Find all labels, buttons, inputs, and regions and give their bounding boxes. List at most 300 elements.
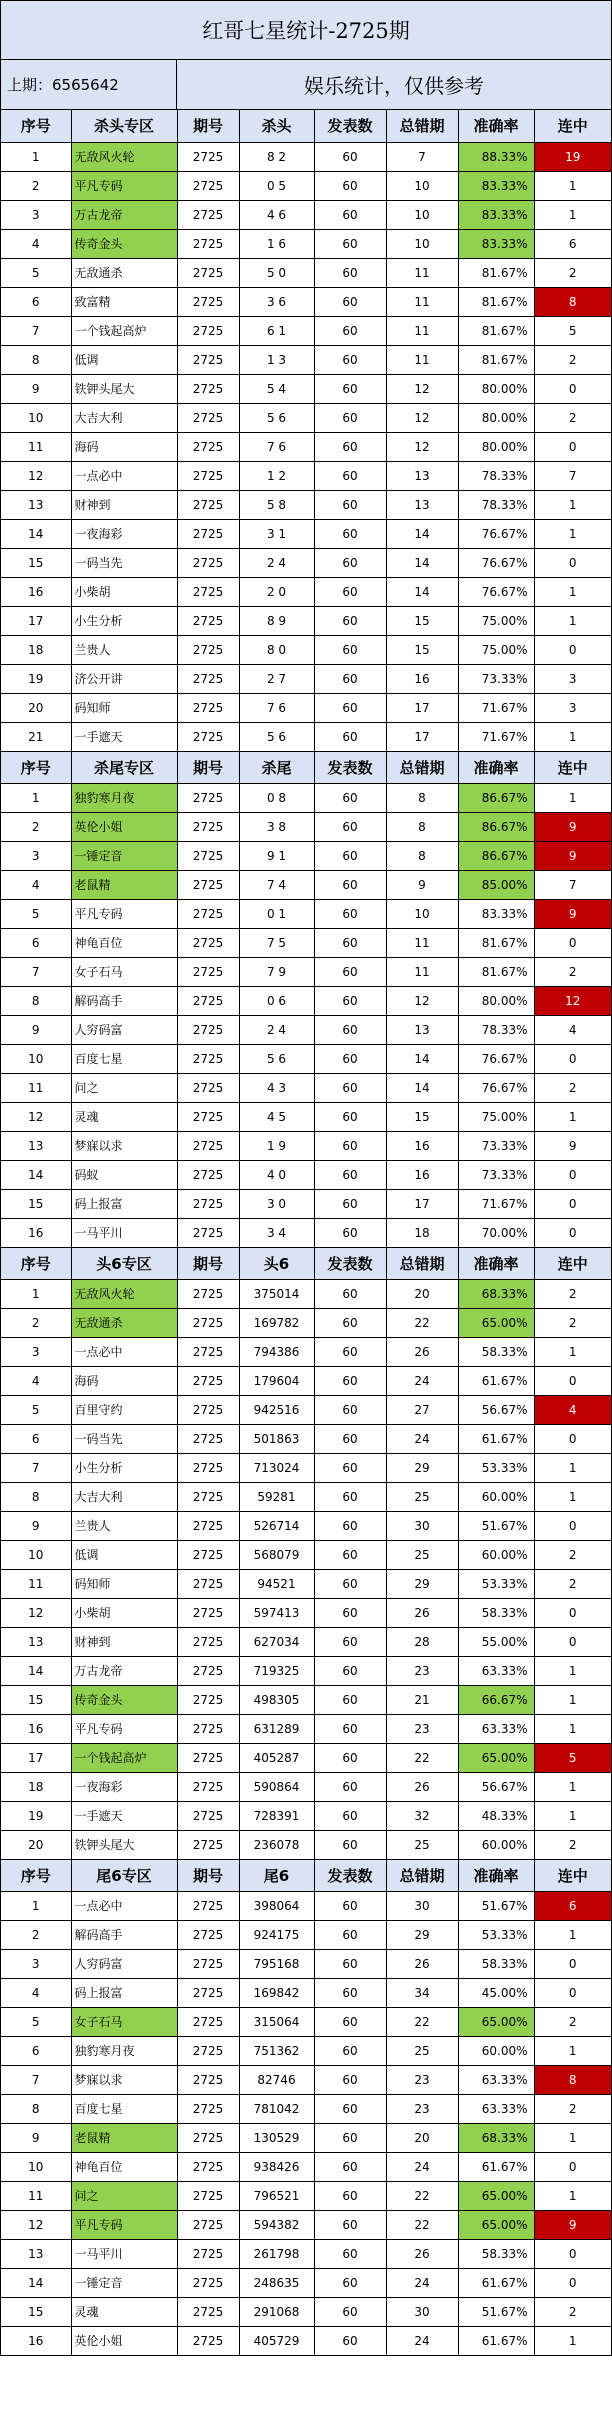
column-header: 头6专区 xyxy=(71,1247,177,1279)
streak-cell: 1 xyxy=(534,2036,611,2065)
prediction-cell: 594382 xyxy=(239,2210,314,2239)
predictor-name-cell: 一点必中 xyxy=(71,1891,177,1920)
period-cell: 2725 xyxy=(177,1511,239,1540)
row-number-cell: 2 xyxy=(1,1308,71,1337)
posts-count-cell: 60 xyxy=(314,2297,386,2326)
prediction-cell: 398064 xyxy=(239,1891,314,1920)
prediction-cell: 526714 xyxy=(239,1511,314,1540)
streak-cell: 0 xyxy=(534,548,611,577)
table-row xyxy=(1,200,611,229)
posts-count-cell: 60 xyxy=(314,1073,386,1102)
predictor-name-cell: 百度七星 xyxy=(71,2094,177,2123)
table-row xyxy=(1,374,611,403)
column-header: 序号 xyxy=(1,751,71,783)
streak-cell: 1 xyxy=(534,2123,611,2152)
predictor-name-cell: 码知师 xyxy=(71,693,177,722)
streak-cell: 1 xyxy=(534,1801,611,1830)
prediction-cell: 4 6 xyxy=(239,200,314,229)
error-count-cell: 25 xyxy=(386,1540,458,1569)
period-cell: 2725 xyxy=(177,1073,239,1102)
predictor-name-cell: 码知师 xyxy=(71,1569,177,1598)
accuracy-cell: 76.67% xyxy=(458,548,534,577)
predictor-name-cell: 问之 xyxy=(71,1073,177,1102)
period-cell: 2725 xyxy=(177,2210,239,2239)
period-cell: 2725 xyxy=(177,606,239,635)
accuracy-cell: 60.00% xyxy=(458,1830,534,1859)
predictor-name-cell: 人穷码富 xyxy=(71,1015,177,1044)
period-cell: 2725 xyxy=(177,1279,239,1308)
posts-count-cell: 60 xyxy=(314,722,386,751)
column-header: 准确率 xyxy=(458,1859,534,1891)
prediction-cell: 169782 xyxy=(239,1308,314,1337)
accuracy-cell: 71.67% xyxy=(458,693,534,722)
predictor-name-cell: 传奇金头 xyxy=(71,1685,177,1714)
error-count-cell: 11 xyxy=(386,345,458,374)
table-row xyxy=(1,2152,611,2181)
predictor-name-cell: 海码 xyxy=(71,1366,177,1395)
streak-cell: 3 xyxy=(534,664,611,693)
error-count-cell: 23 xyxy=(386,1714,458,1743)
posts-count-cell: 60 xyxy=(314,1453,386,1482)
table-row xyxy=(1,287,611,316)
streak-cell: 2 xyxy=(534,345,611,374)
period-cell: 2725 xyxy=(177,2239,239,2268)
row-number-cell: 12 xyxy=(1,2210,71,2239)
period-cell: 2725 xyxy=(177,635,239,664)
error-count-cell: 12 xyxy=(386,403,458,432)
streak-cell: 1 xyxy=(534,722,611,751)
accuracy-cell: 51.67% xyxy=(458,1511,534,1540)
section-header-row xyxy=(1,1247,611,1279)
posts-count-cell: 60 xyxy=(314,229,386,258)
posts-count-cell: 60 xyxy=(314,841,386,870)
streak-cell: 1 xyxy=(534,1714,611,1743)
accuracy-cell: 56.67% xyxy=(458,1772,534,1801)
period-cell: 2725 xyxy=(177,722,239,751)
row-number-cell: 2 xyxy=(1,1920,71,1949)
prediction-cell: 8 0 xyxy=(239,635,314,664)
prediction-cell: 7 4 xyxy=(239,870,314,899)
predictor-name-cell: 老鼠精 xyxy=(71,2123,177,2152)
table-row xyxy=(1,812,611,841)
posts-count-cell: 60 xyxy=(314,316,386,345)
row-number-cell: 5 xyxy=(1,2007,71,2036)
period-cell: 2725 xyxy=(177,1015,239,1044)
column-header: 序号 xyxy=(1,110,71,142)
period-cell: 2725 xyxy=(177,783,239,812)
predictor-name-cell: 财神到 xyxy=(71,490,177,519)
posts-count-cell: 60 xyxy=(314,1656,386,1685)
posts-count-cell: 60 xyxy=(314,2094,386,2123)
streak-cell: 1 xyxy=(534,2181,611,2210)
column-header: 准确率 xyxy=(458,110,534,142)
prediction-cell: 713024 xyxy=(239,1453,314,1482)
streak-cell: 0 xyxy=(534,1160,611,1189)
accuracy-cell: 78.33% xyxy=(458,461,534,490)
error-count-cell: 23 xyxy=(386,2065,458,2094)
posts-count-cell: 60 xyxy=(314,1598,386,1627)
predictor-name-cell: 独豹寒月夜 xyxy=(71,2036,177,2065)
accuracy-cell: 61.67% xyxy=(458,2152,534,2181)
prediction-cell: 1 3 xyxy=(239,345,314,374)
period-cell: 2725 xyxy=(177,2152,239,2181)
period-cell: 2725 xyxy=(177,899,239,928)
error-count-cell: 13 xyxy=(386,490,458,519)
table-row xyxy=(1,2065,611,2094)
table-row xyxy=(1,1685,611,1714)
accuracy-cell: 76.67% xyxy=(458,1044,534,1073)
row-number-cell: 11 xyxy=(1,1073,71,1102)
row-number-cell: 3 xyxy=(1,200,71,229)
streak-cell: 1 xyxy=(534,2326,611,2355)
predictor-name-cell: 一个钱起高炉 xyxy=(71,316,177,345)
streak-cell: 0 xyxy=(534,2239,611,2268)
predictor-name-cell: 一锤定音 xyxy=(71,841,177,870)
predictor-name-cell: 一码当先 xyxy=(71,1424,177,1453)
streak-cell: 0 xyxy=(534,432,611,461)
predictor-name-cell: 财神到 xyxy=(71,1627,177,1656)
table-row xyxy=(1,2094,611,2123)
error-count-cell: 17 xyxy=(386,693,458,722)
error-count-cell: 29 xyxy=(386,1569,458,1598)
period-cell: 2725 xyxy=(177,1540,239,1569)
posts-count-cell: 60 xyxy=(314,1772,386,1801)
table-row xyxy=(1,403,611,432)
row-number-cell: 6 xyxy=(1,287,71,316)
period-cell: 2725 xyxy=(177,1714,239,1743)
column-header: 序号 xyxy=(1,1859,71,1891)
posts-count-cell: 60 xyxy=(314,1743,386,1772)
column-header: 杀头专区 xyxy=(71,110,177,142)
accuracy-cell: 73.33% xyxy=(458,1160,534,1189)
error-count-cell: 14 xyxy=(386,1073,458,1102)
error-count-cell: 28 xyxy=(386,1627,458,1656)
period-cell: 2725 xyxy=(177,957,239,986)
row-number-cell: 13 xyxy=(1,2239,71,2268)
predictor-name-cell: 小生分析 xyxy=(71,1453,177,1482)
error-count-cell: 22 xyxy=(386,2007,458,2036)
column-header: 期号 xyxy=(177,751,239,783)
table-row xyxy=(1,2326,611,2355)
predictor-name-cell: 万古龙帝 xyxy=(71,1656,177,1685)
posts-count-cell: 60 xyxy=(314,635,386,664)
predictor-name-cell: 英伦小姐 xyxy=(71,2326,177,2355)
streak-cell: 0 xyxy=(534,1189,611,1218)
error-count-cell: 27 xyxy=(386,1395,458,1424)
accuracy-cell: 70.00% xyxy=(458,1218,534,1247)
streak-cell: 2 xyxy=(534,1830,611,1859)
column-header: 尾6专区 xyxy=(71,1859,177,1891)
posts-count-cell: 60 xyxy=(314,519,386,548)
row-number-cell: 5 xyxy=(1,1395,71,1424)
streak-cell: 9 xyxy=(534,2210,611,2239)
table-row xyxy=(1,986,611,1015)
posts-count-cell: 60 xyxy=(314,1949,386,1978)
column-header: 总错期 xyxy=(386,1859,458,1891)
row-number-cell: 9 xyxy=(1,2123,71,2152)
streak-cell: 12 xyxy=(534,986,611,1015)
accuracy-cell: 51.67% xyxy=(458,2297,534,2326)
column-header: 尾6 xyxy=(239,1859,314,1891)
prediction-cell: 4 0 xyxy=(239,1160,314,1189)
streak-cell: 0 xyxy=(534,928,611,957)
period-cell: 2725 xyxy=(177,2065,239,2094)
period-cell: 2725 xyxy=(177,1685,239,1714)
predictor-name-cell: 兰贵人 xyxy=(71,1511,177,1540)
accuracy-cell: 73.33% xyxy=(458,664,534,693)
period-cell: 2725 xyxy=(177,200,239,229)
accuracy-cell: 81.67% xyxy=(458,287,534,316)
posts-count-cell: 60 xyxy=(314,577,386,606)
accuracy-cell: 63.33% xyxy=(458,1656,534,1685)
accuracy-cell: 51.67% xyxy=(458,1891,534,1920)
posts-count-cell: 60 xyxy=(314,1627,386,1656)
row-number-cell: 15 xyxy=(1,1189,71,1218)
predictor-name-cell: 无敌风火轮 xyxy=(71,142,177,171)
accuracy-cell: 83.33% xyxy=(458,171,534,200)
accuracy-cell: 80.00% xyxy=(458,374,534,403)
period-cell: 2725 xyxy=(177,1627,239,1656)
period-cell: 2725 xyxy=(177,1337,239,1366)
prediction-cell: 1 6 xyxy=(239,229,314,258)
posts-count-cell: 60 xyxy=(314,2268,386,2297)
row-number-cell: 17 xyxy=(1,1743,71,1772)
table-row xyxy=(1,1073,611,1102)
error-count-cell: 12 xyxy=(386,432,458,461)
row-number-cell: 10 xyxy=(1,1540,71,1569)
column-header: 杀尾专区 xyxy=(71,751,177,783)
accuracy-cell: 53.33% xyxy=(458,1569,534,1598)
accuracy-cell: 75.00% xyxy=(458,635,534,664)
error-count-cell: 11 xyxy=(386,928,458,957)
table-row xyxy=(1,2007,611,2036)
posts-count-cell: 60 xyxy=(314,461,386,490)
error-count-cell: 26 xyxy=(386,1772,458,1801)
streak-cell: 9 xyxy=(534,812,611,841)
period-cell: 2725 xyxy=(177,1949,239,1978)
error-count-cell: 12 xyxy=(386,986,458,1015)
prediction-cell: 3 1 xyxy=(239,519,314,548)
error-count-cell: 17 xyxy=(386,722,458,751)
period-cell: 2725 xyxy=(177,1131,239,1160)
accuracy-cell: 80.00% xyxy=(458,403,534,432)
predictor-name-cell: 大吉大利 xyxy=(71,403,177,432)
accuracy-cell: 80.00% xyxy=(458,432,534,461)
predictor-name-cell: 无敌通杀 xyxy=(71,258,177,287)
period-cell: 2725 xyxy=(177,1891,239,1920)
prediction-cell: 597413 xyxy=(239,1598,314,1627)
period-cell: 2725 xyxy=(177,2036,239,2065)
accuracy-cell: 66.67% xyxy=(458,1685,534,1714)
error-count-cell: 26 xyxy=(386,1949,458,1978)
prediction-cell: 719325 xyxy=(239,1656,314,1685)
error-count-cell: 22 xyxy=(386,1308,458,1337)
period-cell: 2725 xyxy=(177,2181,239,2210)
period-cell: 2725 xyxy=(177,258,239,287)
prediction-cell: 8 2 xyxy=(239,142,314,171)
period-cell: 2725 xyxy=(177,986,239,1015)
predictor-name-cell: 灵魂 xyxy=(71,2297,177,2326)
table-row xyxy=(1,957,611,986)
posts-count-cell: 60 xyxy=(314,1424,386,1453)
period-cell: 2725 xyxy=(177,1160,239,1189)
streak-cell: 0 xyxy=(534,2152,611,2181)
error-count-cell: 15 xyxy=(386,635,458,664)
table-row xyxy=(1,928,611,957)
period-cell: 2725 xyxy=(177,229,239,258)
prediction-cell: 5 6 xyxy=(239,403,314,432)
prediction-cell: 627034 xyxy=(239,1627,314,1656)
prediction-cell: 3 4 xyxy=(239,1218,314,1247)
accuracy-cell: 65.00% xyxy=(458,2210,534,2239)
predictor-name-cell: 铁钾头尾大 xyxy=(71,374,177,403)
column-header: 期号 xyxy=(177,1859,239,1891)
table-row xyxy=(1,1424,611,1453)
prediction-cell: 236078 xyxy=(239,1830,314,1859)
prediction-cell: 924175 xyxy=(239,1920,314,1949)
predictor-name-cell: 平凡专码 xyxy=(71,1714,177,1743)
column-header: 期号 xyxy=(177,1247,239,1279)
table-row xyxy=(1,490,611,519)
posts-count-cell: 60 xyxy=(314,548,386,577)
table-row xyxy=(1,664,611,693)
prediction-cell: 5 0 xyxy=(239,258,314,287)
prediction-cell: 796521 xyxy=(239,2181,314,2210)
prediction-cell: 938426 xyxy=(239,2152,314,2181)
predictor-name-cell: 大吉大利 xyxy=(71,1482,177,1511)
error-count-cell: 13 xyxy=(386,1015,458,1044)
row-number-cell: 14 xyxy=(1,1656,71,1685)
prediction-cell: 179604 xyxy=(239,1366,314,1395)
period-cell: 2725 xyxy=(177,2094,239,2123)
period-cell: 2725 xyxy=(177,1978,239,2007)
posts-count-cell: 60 xyxy=(314,928,386,957)
predictor-name-cell: 神龟百位 xyxy=(71,2152,177,2181)
row-number-cell: 16 xyxy=(1,1218,71,1247)
error-count-cell: 11 xyxy=(386,316,458,345)
prediction-cell: 0 5 xyxy=(239,171,314,200)
predictor-name-cell: 一马平川 xyxy=(71,1218,177,1247)
streak-cell: 1 xyxy=(534,490,611,519)
table-row xyxy=(1,577,611,606)
predictor-name-cell: 一点必中 xyxy=(71,1337,177,1366)
posts-count-cell: 60 xyxy=(314,957,386,986)
predictor-name-cell: 神龟百位 xyxy=(71,928,177,957)
posts-count-cell: 60 xyxy=(314,1015,386,1044)
row-number-cell: 20 xyxy=(1,1830,71,1859)
posts-count-cell: 60 xyxy=(314,200,386,229)
period-cell: 2725 xyxy=(177,1743,239,1772)
column-header: 头6 xyxy=(239,1247,314,1279)
column-header: 连中 xyxy=(534,751,611,783)
row-number-cell: 9 xyxy=(1,374,71,403)
period-cell: 2725 xyxy=(177,1453,239,1482)
row-number-cell: 9 xyxy=(1,1015,71,1044)
streak-cell: 4 xyxy=(534,1395,611,1424)
period-cell: 2725 xyxy=(177,928,239,957)
accuracy-cell: 83.33% xyxy=(458,200,534,229)
table-row xyxy=(1,2036,611,2065)
posts-count-cell: 60 xyxy=(314,2210,386,2239)
row-number-cell: 3 xyxy=(1,1337,71,1366)
table-row xyxy=(1,693,611,722)
error-count-cell: 8 xyxy=(386,841,458,870)
column-header: 总错期 xyxy=(386,110,458,142)
table-row xyxy=(1,1102,611,1131)
table-row xyxy=(1,1189,611,1218)
table-row xyxy=(1,1920,611,1949)
row-number-cell: 3 xyxy=(1,841,71,870)
period-cell: 2725 xyxy=(177,171,239,200)
table-row xyxy=(1,171,611,200)
table-row xyxy=(1,1131,611,1160)
predictor-name-cell: 低调 xyxy=(71,345,177,374)
posts-count-cell: 60 xyxy=(314,693,386,722)
row-number-cell: 7 xyxy=(1,1453,71,1482)
error-count-cell: 7 xyxy=(386,142,458,171)
posts-count-cell: 60 xyxy=(314,1279,386,1308)
accuracy-cell: 73.33% xyxy=(458,1131,534,1160)
accuracy-cell: 83.33% xyxy=(458,229,534,258)
table-row xyxy=(1,1598,611,1627)
period-cell: 2725 xyxy=(177,577,239,606)
predictor-name-cell: 码上报富 xyxy=(71,1978,177,2007)
prediction-cell: 728391 xyxy=(239,1801,314,1830)
streak-cell: 2 xyxy=(534,258,611,287)
predictor-name-cell: 无敌通杀 xyxy=(71,1308,177,1337)
row-number-cell: 13 xyxy=(1,1131,71,1160)
table-row xyxy=(1,1218,611,1247)
accuracy-cell: 63.33% xyxy=(458,1714,534,1743)
row-number-cell: 18 xyxy=(1,1772,71,1801)
prediction-cell: 405729 xyxy=(239,2326,314,2355)
streak-cell: 9 xyxy=(534,841,611,870)
row-number-cell: 11 xyxy=(1,432,71,461)
predictor-name-cell: 无敌风火轮 xyxy=(71,1279,177,1308)
period-cell: 2725 xyxy=(177,1424,239,1453)
posts-count-cell: 60 xyxy=(314,1891,386,1920)
error-count-cell: 25 xyxy=(386,1830,458,1859)
error-count-cell: 22 xyxy=(386,1743,458,1772)
column-header: 准确率 xyxy=(458,1247,534,1279)
predictor-name-cell: 平凡专码 xyxy=(71,171,177,200)
prediction-cell: 2 4 xyxy=(239,1015,314,1044)
error-count-cell: 14 xyxy=(386,519,458,548)
posts-count-cell: 60 xyxy=(314,1569,386,1598)
period-cell: 2725 xyxy=(177,1482,239,1511)
posts-count-cell: 60 xyxy=(314,783,386,812)
streak-cell: 0 xyxy=(534,1511,611,1540)
posts-count-cell: 60 xyxy=(314,2065,386,2094)
column-header: 发表数 xyxy=(314,751,386,783)
streak-cell: 4 xyxy=(534,1015,611,1044)
posts-count-cell: 60 xyxy=(314,171,386,200)
predictor-name-cell: 小柴胡 xyxy=(71,1598,177,1627)
table-row xyxy=(1,432,611,461)
streak-cell: 2 xyxy=(534,1569,611,1598)
row-number-cell: 4 xyxy=(1,229,71,258)
posts-count-cell: 60 xyxy=(314,1102,386,1131)
predictor-name-cell: 码上报富 xyxy=(71,1189,177,1218)
predictor-name-cell: 平凡专码 xyxy=(71,899,177,928)
row-number-cell: 14 xyxy=(1,519,71,548)
streak-cell: 2 xyxy=(534,957,611,986)
prediction-cell: 568079 xyxy=(239,1540,314,1569)
error-count-cell: 22 xyxy=(386,2210,458,2239)
section-header-row xyxy=(1,1859,611,1891)
prediction-cell: 1 9 xyxy=(239,1131,314,1160)
predictor-name-cell: 海码 xyxy=(71,432,177,461)
